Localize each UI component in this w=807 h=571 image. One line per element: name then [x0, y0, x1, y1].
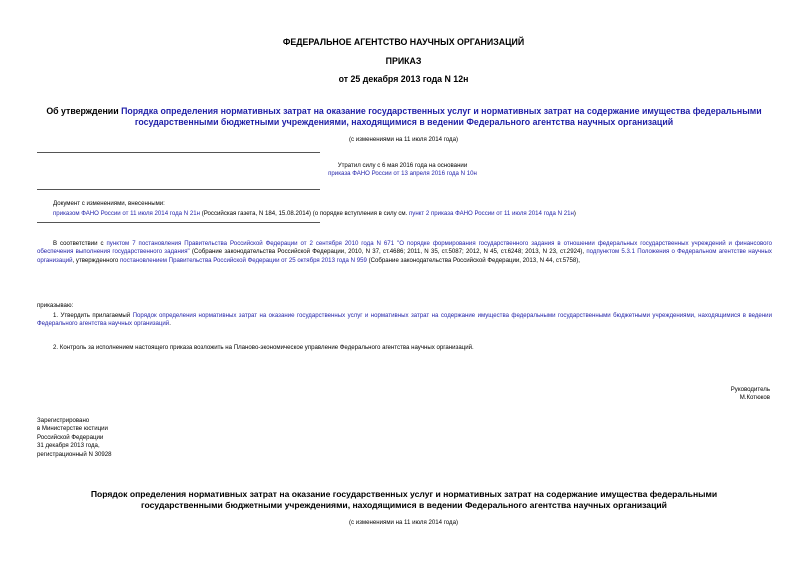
- invalidated-notice: [280, 162, 525, 179]
- registration-line: в Министерстве юстиции: [37, 425, 108, 433]
- divider: [37, 152, 320, 153]
- amendment-link[interactable]: приказом ФАНО России от 11 июля 2014 года N 21н: [53, 210, 201, 217]
- title-prefix: Об утверждении: [46, 106, 122, 116]
- signatory-name: М.Котюков: [739, 394, 770, 402]
- preamble-link-regulation[interactable]: подпунктом 5.3.1 Положения о Федеральном агентстве научных организаций: [37, 248, 772, 264]
- preamble: [37, 240, 772, 265]
- preamble-link-decree-959[interactable]: постановлением Правительства Российской Федерации от 25 октября 2013 года N 959: [120, 256, 367, 264]
- preamble-text: (Собрание законодательства Российской Федерации, 2013, N 44, ст.5758),: [366, 256, 580, 264]
- signature: [731, 386, 770, 403]
- amendment-effect-link[interactable]: пункт 2 приказа ФАНО России от 11 июля 2014 года N 21н: [408, 210, 574, 217]
- registration-line: Зарегистрировано: [37, 417, 90, 424]
- preamble-text: (Собрание законодательства Российской Федерации, 2010, N 37, ст.4686; 2011, N 35, ст.5087; 2012, N 45, ст.6248; 2013, N 23, ст.2924),: [189, 248, 587, 256]
- order-item-1: [37, 312, 772, 329]
- amendments-line: [53, 210, 773, 218]
- item-1-procedure-link[interactable]: Порядок определения нормативных затрат на оказание государственных услуг и нормативных затрат на содержание имущества федеральными государственными бюджетными учреждениями, находящимися в ведении Федерального агентства научных организаций: [37, 312, 772, 328]
- divider: [37, 189, 320, 190]
- order-item-2: 2. Контроль за исполнением настоящего приказа возложить на Планово-экономическое управление Федерального агентства научных организаций.: [53, 344, 474, 351]
- invalidated-text: Утратил силу с 6 мая 2016 года на основании: [337, 162, 468, 169]
- document-title: [36, 106, 772, 128]
- appendix-title: Порядок определения нормативных затрат на оказание государственных услуг и нормативных затрат на содержание имущества федеральными государственными бюджетными учреждениями, находящимися в ведении Федерального агентства научных организаций: [90, 489, 718, 510]
- divider: [37, 222, 320, 223]
- changes-note: (с изменениями на 11 июля 2014 года): [348, 136, 459, 143]
- document-type: ПРИКАЗ: [385, 56, 422, 66]
- invalidated-link[interactable]: приказа ФАНО России от 13 апреля 2016 года N 10н: [328, 170, 477, 178]
- preamble-text: В соответствии с: [53, 240, 107, 247]
- registration-info: [37, 417, 237, 459]
- document-date-number: от 25 декабря 2013 года N 12н: [338, 74, 469, 84]
- amendments-label: Документ с изменениями, внесенными:: [53, 200, 165, 207]
- preamble-text: , утвержденного: [72, 256, 120, 264]
- agency-name: ФЕДЕРАЛЬНОЕ АГЕНТСТВО НАУЧНЫХ ОРГАНИЗАЦИЙ: [282, 37, 525, 47]
- preamble-link-decree-671[interactable]: пунктом 7 постановления Правительства Российской Федерации от 2 сентября 2010 года N 671 "О порядке формирования государственного задания в отношении федеральных государственных учреждений и финансового обеспечения выполнения государственного задания": [37, 240, 772, 256]
- order-word: приказываю:: [37, 302, 74, 309]
- registration-line: 31 декабря 2013 года,: [37, 442, 100, 450]
- amendment-text: (Российская газета, N 184, 15.08.2014) (о порядке вступления в силу см.: [200, 210, 409, 217]
- registration-line: Российской Федерации: [37, 433, 104, 441]
- title-link[interactable]: Порядка определения нормативных затрат на оказание государственных услуг и нормативных затрат на содержание имущества федеральными государственными бюджетными учреждениями, находящимися в ведении Федерального агентства научных организаций: [121, 106, 762, 127]
- item-1-suffix: .: [169, 320, 171, 328]
- amendment-text-end: ): [573, 210, 576, 217]
- signatory-role: Руководитель: [730, 386, 770, 393]
- registration-line: регистрационный N 30928: [37, 450, 112, 458]
- appendix-changes-note: (с изменениями на 11 июля 2014 года): [348, 519, 459, 526]
- item-1-prefix: 1. Утвердить прилагаемый: [53, 312, 133, 319]
